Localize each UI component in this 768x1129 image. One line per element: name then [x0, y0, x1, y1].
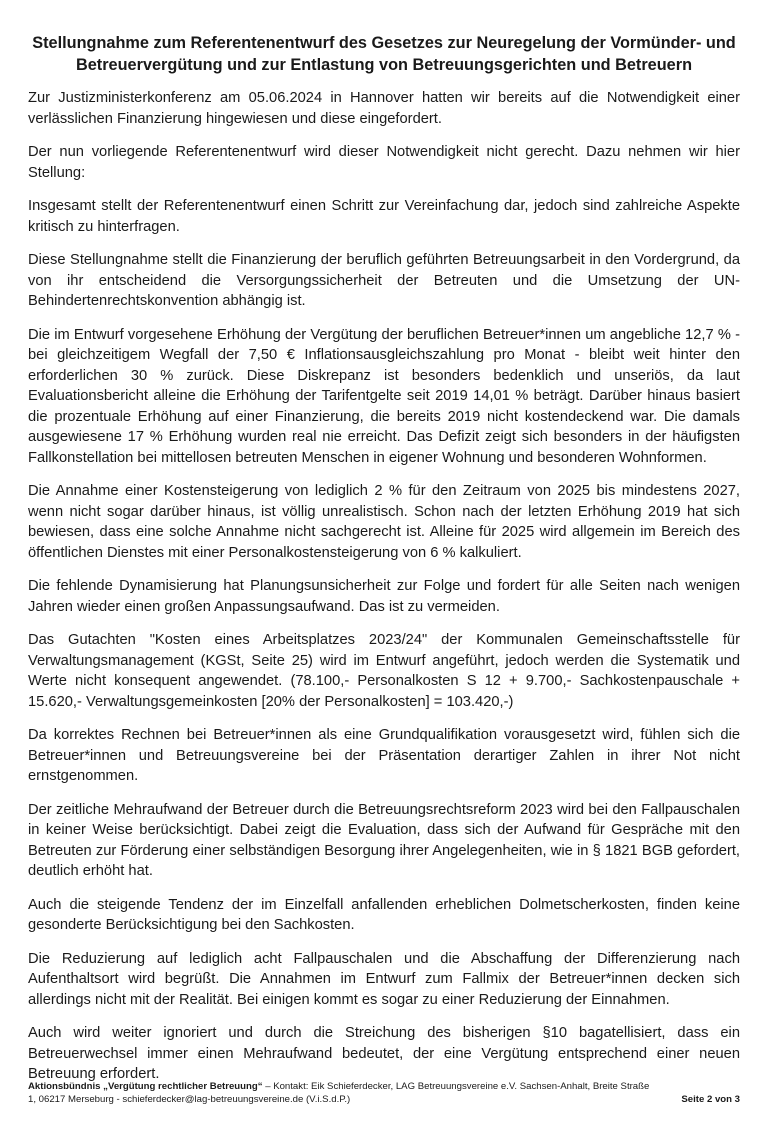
footer-line-1	[28, 1080, 740, 1093]
paragraph-5: Die im Entwurf vorgesehene Erhöhung der Vergütung der beruflichen Betreuer*innen um angebliche 12,7 % - bei gleichzeitigem Wegfall der 7,50 € Inflationsausgleichszahlung pro Monat - bleibt weit hinter den erforderlichen 30 % zurück. Diese Diskrepanz ist besonders bedenklich und unseriös, da laut Evaluationsbericht alleine die Erhöhung der Tarifentgelte seit 2019 14,01 % beträgt. Darüber hinaus basiert die prozentuale Erhöhung auf einer Finanzierung, die bereits 2019 nicht kostendeckend war. Die damals ausgewiesene 17 % Erhöhung wurden real nie erreicht. Das Defizit zeigt sich besonders in der häufigsten Fallkonstellation bei mittellosen betreuten Menschen in eigener Wohnung und besonderen Wohnformen.	[28, 326, 740, 466]
paragraph-9: Da korrektes Rechnen bei Betreuer*innen als eine Grundqualifikation vorausgesetzt wird, fühlen sich die Betreuer*innen und Betreuungsvereine bei der Präsentation derartiger Zahlen in ihrer Not nicht ernstgenommen.	[28, 727, 740, 784]
page-footer	[28, 1080, 740, 1106]
title-line-2: Betreuervergütung und zur Entlastung von Betreuungsgerichten und Betreuern	[75, 56, 693, 74]
paragraph-11: Auch die steigende Tendenz der im Einzelfall anfallenden erheblichen Dolmetscherkosten, finden keine gesonderte Berücksichtigung bei den Sachkosten.	[28, 896, 740, 933]
paragraph-7: Die fehlende Dynamisierung hat Planungsunsicherheit zur Folge und fordert für alle Seiten nach wenigen Jahren wieder einen großen Anpassungsaufwand. Das ist zu vermeiden.	[28, 578, 740, 615]
paragraph-1: Zur Justizministerkonferenz am 05.06.2024 in Hannover hatten wir bereits auf die Notwendigkeit einer verlässlichen Finanzierung hingewiesen und diese eingefordert.	[28, 90, 740, 127]
paragraph-8: Das Gutachten "Kosten eines Arbeitsplatzes 2023/24" der Kommunalen Gemeinschaftsstelle für Verwaltungsmanagement (KGSt, Seite 25) wird im Entwurf angeführt, jedoch werden die Systematik und Werte nicht konsequent angewendet. (78.100,- Personalkosten S 12 + 9.700,- Sachkostenpauschale + 15.620,- Verwaltungsgemeinkosten [20% der Personalkosten] = 103.420,-)	[28, 632, 740, 710]
footer-org: Aktionsbündnis „Vergütung rechtlicher Betreuung“	[28, 1081, 263, 1092]
paragraph-10: Der zeitliche Mehraufwand der Betreuer durch die Betreuungsrechtsreform 2023 wird bei den Fallpauschalen in keiner Weise berücksichtigt. Dabei zeigt die Evaluation, dass sich der Aufwand für Gespräche mit den Betreuten zur Förderung einer selbständigen Besorgung ihrer Angelegenheiten, wie in § 1821 BGB gefordert, deutlich erhöht hat.	[28, 801, 740, 879]
paragraph-6: Die Annahme einer Kostensteigerung von lediglich 2 % für den Zeitraum von 2025 bis mindestens 2027, wenn nicht sogar darüber hinaus, ist völlig unrealistisch. Schon nach der letzten Erhöhung 2019 hat sich bewiesen, dass eine solche Annahme nicht sachgerecht ist. Alleine für 2025 wird allgemein im Bereich des öffentlichen Dienstes mit einer Personalkostensteigerung von 6 % kalkuliert.	[28, 483, 740, 561]
paragraph-4: Diese Stellungnahme stellt die Finanzierung der beruflich geführten Betreuungsarbeit in den Vordergrund, da von ihr entscheidend die Versorgungssicherheit der Betreuten und die Umsetzung der UN-Behindertenrechtskonvention abhängig ist.	[28, 252, 740, 309]
footer-contact-1: – Kontakt: Eik Schieferdecker, LAG Betreuungsvereine e.V. Sachsen-Anhalt, Breite Straße	[262, 1081, 650, 1092]
paragraph-3: Insgesamt stellt der Referentenentwurf einen Schritt zur Vereinfachung dar, jedoch sind zahlreiche Aspekte kritisch zu hinterfragen.	[28, 198, 740, 235]
document-body	[28, 88, 740, 1098]
paragraph-13: Auch wird weiter ignoriert und durch die Streichung des bisherigen §10 bagatellisiert, dass ein Betreuerwechsel immer einen Mehraufwand bedeutet, der eine Vergütung entsprechend einer neuen Betreuung erfordert.	[28, 1025, 740, 1082]
paragraph-2: Der nun vorliegende Referentenentwurf wird dieser Notwendigkeit nicht gerecht. Dazu nehmen wir hier Stellung:	[28, 144, 740, 181]
footer-contact-2: 1, 06217 Merseburg - schieferdecker@lag-betreuungsvereine.de (V.i.S.d.P.)	[28, 1094, 351, 1105]
title-line-1: Stellungnahme zum Referentenentwurf des Gesetzes zur Neuregelung der Vormünder- und	[32, 34, 736, 52]
paragraph-12: Die Reduzierung auf lediglich acht Fallpauschalen und die Abschaffung der Differenzierung nach Aufenthaltsort wird begrüßt. Die Annahmen im Entwurf zum Fallmix der Betreuer*innen decken sich allerdings nicht mit der Realität. Bei einigen kommt es sogar zu einer Reduzierung der Einnahmen.	[28, 950, 740, 1008]
page-number: Seite 2 von 3	[681, 1094, 740, 1105]
footer-line-2	[28, 1093, 740, 1106]
document-title	[28, 32, 740, 76]
